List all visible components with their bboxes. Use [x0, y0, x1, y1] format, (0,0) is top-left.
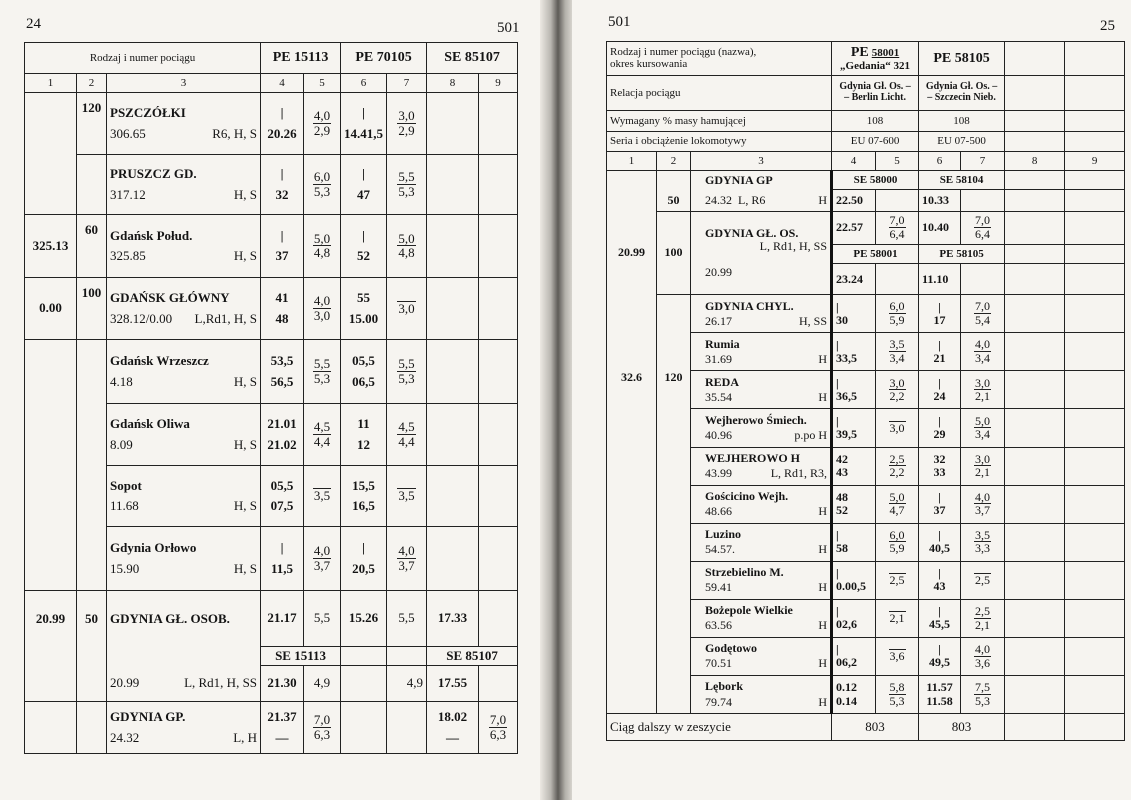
station-name: Gdańsk Wrzeszcz [110, 353, 209, 369]
speed-cell: 100 [77, 278, 107, 340]
run-fraction: $\frac{4,0}{3,0}$ [304, 278, 341, 340]
station-km: 43.99 [705, 466, 732, 481]
run-fraction: $\frac{7,0}{5,4}$ [961, 295, 1005, 333]
run-fraction: $\frac{5,5}{5,3}$ [387, 340, 427, 404]
station-cell [691, 371, 832, 409]
run-fraction: $\frac{3,0}{2,1}$ [961, 371, 1005, 409]
station-name: GDYNIA GP. [110, 709, 186, 725]
station-cell [107, 527, 261, 591]
station-km: 15.90 [110, 560, 140, 576]
column-number: 3 [691, 152, 832, 171]
run-fraction: 3,5 [387, 466, 427, 527]
station-attrs: L, Rd1, H, SS [759, 239, 828, 254]
time-cell: 11 12 [341, 404, 387, 466]
relation-1: Gdynia Gł. Os. – – Berlin Licht. [832, 75, 919, 110]
km-cell: 20.99 [25, 591, 77, 647]
station-name: Godętowo [705, 641, 757, 656]
station-km: 63.56 [705, 618, 732, 633]
station-attrs: H [818, 580, 828, 595]
station-km: 40.96 [705, 428, 732, 442]
time-cell: | 37 [261, 215, 304, 278]
time-cell: | 43 [919, 561, 961, 599]
loco-value: EU 07-500 [919, 131, 1005, 152]
column-number: 8 [427, 74, 479, 93]
station-name: GDYNIA GP [691, 170, 832, 190]
time-cell: 18.02 — [427, 702, 479, 754]
time-cell: 23.24 [832, 264, 876, 295]
run-fraction: $\frac{6,0}{5,3}$ [304, 155, 341, 215]
km-cell [25, 340, 77, 404]
station-attrs: L, H [233, 729, 258, 745]
run-fraction: $\frac{5,0}{4,8}$ [387, 215, 427, 278]
station-km: 11.68 [110, 498, 139, 513]
station-row [25, 278, 518, 340]
run-fraction: 2,5 [961, 561, 1005, 599]
time-cell: 15.26 [341, 591, 387, 647]
run-fraction: $\frac{4,0}{3,4}$ [961, 333, 1005, 371]
time-cell: | 17 [919, 295, 961, 333]
run-fraction: $\frac{4,0}{3,6}$ [961, 637, 1005, 675]
station-km: 26.17 [705, 313, 732, 328]
page-number: 25 [1100, 18, 1115, 34]
station-attrs: H, S [233, 498, 258, 513]
station-km: 4.18 [110, 373, 133, 389]
station-km: 79.74 [705, 694, 732, 709]
station-cell [107, 215, 261, 278]
run-fraction: $\frac{4,0}{3,7}$ [304, 527, 341, 591]
footer-value: 803 [919, 714, 1005, 741]
time-cell: 0.12 0.14 [832, 676, 876, 714]
station-name: PRUSZCZ GD. [110, 166, 197, 182]
time-cell: 10.33 [919, 190, 961, 212]
time-cell: | 20.26 [261, 93, 304, 155]
run-fraction: 3,0 [876, 409, 919, 447]
time-cell: | 21 [919, 333, 961, 371]
speed-cell: 120 [657, 295, 691, 714]
time-cell: | 14.41,5 [341, 93, 387, 155]
time-cell: 21.37 — [261, 702, 304, 754]
station-name: Gdańsk Oliwa [110, 416, 190, 432]
time-cell: | 20,5 [341, 527, 387, 591]
station-cell [107, 155, 261, 215]
time-cell: | 52 [341, 215, 387, 278]
station-cell [107, 702, 261, 754]
station-attrs: L, Rd1, R3, [770, 466, 828, 481]
station-km: 8.09 [110, 436, 133, 452]
station-name: Wejherowo Śmiech. [705, 412, 807, 427]
station-km: 70.51 [705, 656, 732, 671]
km-cell: 32.6 [607, 295, 657, 714]
station-attrs: H [818, 389, 828, 404]
time-cell: 22.57 [832, 211, 876, 244]
time-cell: 21.17 [261, 591, 304, 647]
loco-row [607, 131, 1125, 152]
time-cell: 48 52 [832, 485, 876, 523]
time-cell: | 37 [919, 485, 961, 523]
station-attrs: H, S [233, 248, 258, 263]
column-number: 7 [961, 152, 1005, 171]
time-cell: | 24 [919, 371, 961, 409]
km-cell: 325.13 [25, 215, 77, 278]
renumber-label: SE 58000 [832, 170, 919, 190]
column-number: 7 [387, 74, 427, 93]
time-cell: | 40,5 [919, 523, 961, 561]
station-attrs: H [818, 542, 828, 557]
station-position: 20.99 L, Rd1, H, SS [107, 666, 261, 702]
run-fraction: $\frac{3,5}{3,3}$ [961, 523, 1005, 561]
station-km: 59.41 [705, 580, 732, 595]
time-cell: | 30 [832, 295, 876, 333]
station-attrs: H [818, 656, 828, 671]
mass-label: Wymagany % masy hamującej [607, 110, 832, 131]
station-cell [691, 599, 832, 637]
time-cell: 11.10 [919, 264, 961, 295]
run-fraction: $\frac{3,0}{2,9}$ [387, 93, 427, 155]
station-cell [107, 278, 261, 340]
column-number: 2 [657, 152, 691, 171]
station-km: 20.99 [705, 264, 732, 279]
station-row [607, 190, 1125, 212]
run-fraction: $\frac{3,0}{2,2}$ [876, 371, 919, 409]
column-number-row [25, 74, 518, 93]
station-cell [691, 485, 832, 523]
station-attrs: H [818, 504, 828, 519]
station-km: 24.32 [110, 729, 140, 745]
time-cell: 11.57 11.58 [919, 676, 961, 714]
time-cell: | 36,5 [832, 371, 876, 409]
station-name: Lębork [705, 679, 744, 694]
column-number: 1 [25, 74, 77, 93]
run-fraction: $\frac{7,0}{6,3}$ [304, 702, 341, 754]
time-cell: | 29 [919, 409, 961, 447]
loco-label: Seria i obciążenie lokomotywy [607, 131, 832, 152]
run-fraction: $\frac{6,0}{5,9}$ [876, 295, 919, 333]
time-cell: | 0.00,5 [832, 561, 876, 599]
value-cell: 5,5 [387, 591, 427, 647]
station-attrs: L,Rd1, H, S [194, 310, 258, 326]
speed-cell [77, 466, 107, 527]
speed-cell: 120 [77, 93, 107, 155]
run-fraction: $\frac{5,0}{3,4}$ [961, 409, 1005, 447]
station-name: Rumia [705, 336, 740, 351]
station-cell [107, 466, 261, 527]
station-name: Gościcino Wejh. [705, 488, 789, 503]
station-cell [107, 404, 261, 466]
time-cell: 17.33 [427, 591, 479, 647]
run-fraction: $\frac{6,0}{5,9}$ [876, 523, 919, 561]
station-attrs: H, S [233, 186, 258, 202]
speed-cell [77, 340, 107, 404]
time-cell: | 49,5 [919, 637, 961, 675]
column-number: 4 [261, 74, 304, 93]
run-fraction: 2,5 [876, 561, 919, 599]
renumber-label: SE 15113 [261, 647, 341, 666]
footer-label: Ciąg dalszy w zeszycie [607, 714, 832, 741]
train-header-1: PE 15113 [261, 43, 341, 74]
column-number: 8 [1005, 152, 1065, 171]
column-number: 2 [77, 74, 107, 93]
station-name: Gdynia Orłowo [110, 540, 197, 556]
run-fraction: $\frac{2,5}{2,2}$ [876, 447, 919, 485]
time-cell: 22.50 [832, 190, 876, 212]
station-km: 325.85 [110, 248, 146, 263]
station-km: 306.65 [110, 125, 146, 141]
column-number: 4 [832, 152, 876, 171]
mass-value: 108 [919, 110, 1005, 131]
right-page [572, 0, 1131, 800]
station-name: GDYNIA CHYL. [705, 298, 794, 313]
station-cell [107, 340, 261, 404]
run-fraction: 3,5 [304, 466, 341, 527]
column-number: 3 [107, 74, 261, 93]
run-fraction: $\frac{5,0}{4,8}$ [304, 215, 341, 278]
station-km: 35.54 [705, 389, 732, 404]
time-cell: 05,5 06,5 [341, 340, 387, 404]
station-name: GDAŃSK GŁÓWNY [110, 290, 230, 306]
station-km: 328.12/0.00 [110, 310, 173, 326]
station-attrs: H [818, 618, 828, 633]
run-fraction: $\frac{4,5}{4,4}$ [304, 404, 341, 466]
run-fraction: 2,1 [876, 599, 919, 637]
column-number: 6 [341, 74, 387, 93]
loco-value: EU 07-600 [832, 131, 919, 152]
station-cell [691, 637, 832, 675]
station-km: 24.32 L, R6 H [691, 190, 832, 212]
station-cell [691, 295, 832, 333]
station-attrs: H, S [233, 560, 258, 576]
column-number: 1 [607, 152, 657, 171]
station-km: 54.57. [705, 542, 735, 557]
station-attrs: H, SS [799, 313, 828, 328]
station-row [25, 466, 518, 527]
column-number: 5 [876, 152, 919, 171]
mass-row [607, 110, 1125, 131]
header-row [25, 43, 518, 74]
run-fraction: $\frac{5,8}{5,3}$ [876, 676, 919, 714]
station-row [25, 215, 518, 278]
km-cell [25, 155, 77, 215]
page-number: 24 [26, 16, 41, 32]
run-fraction: $\frac{7,0}{6,4}$ [876, 211, 919, 244]
station-name: WEJHEROWO H [705, 450, 801, 465]
station-row [25, 666, 518, 702]
run-fraction: $\frac{4,5}{4,4}$ [387, 404, 427, 466]
station-attrs: H, S [233, 373, 258, 389]
station-name: PSZCZÓŁKI [110, 105, 186, 121]
run-fraction: $\frac{3,5}{3,4}$ [876, 333, 919, 371]
run-fraction: $\frac{5,5}{5,3}$ [387, 155, 427, 215]
run-fraction: $\frac{7,0}{6,3}$ [479, 702, 518, 754]
time-cell: | 33,5 [832, 333, 876, 371]
renumber-row [25, 647, 518, 666]
time-cell: 21.30 [261, 666, 304, 702]
footer-row [607, 714, 1125, 741]
time-cell: 05,5 07,5 [261, 466, 304, 527]
time-cell: 10.40 [919, 211, 961, 244]
run-fraction: $\frac{4,0}{2,9}$ [304, 93, 341, 155]
renumber-label: PE 58105 [919, 244, 1005, 264]
timetable-left [24, 42, 518, 754]
station-cell [691, 211, 832, 294]
time-cell: | 47 [341, 155, 387, 215]
run-fraction: $\frac{4,0}{3,7}$ [961, 485, 1005, 523]
column-number: 9 [1065, 152, 1125, 171]
train-header-1: PE 58001 „Gedania“ 321 [832, 42, 919, 76]
speed-cell: 60 [77, 215, 107, 278]
time-cell: 55 15.00 [341, 278, 387, 340]
station-name: REDA [705, 374, 740, 389]
station-km: 317.12 [110, 186, 146, 202]
time-cell: 41 48 [261, 278, 304, 340]
station-row [25, 527, 518, 591]
column-number: 5 [304, 74, 341, 93]
relation-label: Relacja pociągu [607, 75, 832, 110]
km-cell [25, 93, 77, 155]
train-header-3: SE 85107 [427, 43, 518, 74]
speed-cell [77, 155, 107, 215]
station-attrs: p.po H [794, 428, 828, 442]
station-km: 48.66 [705, 504, 732, 519]
mass-value: 108 [832, 110, 919, 131]
train-type-label: Rodzaj i numer pociągu (nazwa), okres kursowania [607, 42, 832, 76]
station-name: GDYNIA GŁ. OS. [705, 226, 799, 241]
value-cell: 4,9 [304, 666, 341, 702]
station-cell [691, 561, 832, 599]
line-number: 501 [497, 20, 520, 36]
speed-cell [77, 527, 107, 591]
km-cell: 0.00 [25, 278, 77, 340]
station-row [607, 211, 1125, 244]
time-cell: | 06,2 [832, 637, 876, 675]
km-cell [25, 527, 77, 591]
time-cell: | 32 [261, 155, 304, 215]
column-number-row [607, 152, 1125, 171]
km-cell: 20.99 [607, 211, 657, 294]
station-name: Strzebielino M. [705, 565, 784, 580]
speed-cell: 50 [657, 190, 691, 212]
time-cell: | 39,5 [832, 409, 876, 447]
footer-value: 803 [832, 714, 919, 741]
train-type-label: Rodzaj i numer pociągu [25, 43, 261, 74]
time-cell: 32 33 [919, 447, 961, 485]
station-cell [691, 676, 832, 714]
time-cell: 15,5 16,5 [341, 466, 387, 527]
header-row [607, 42, 1125, 76]
speed-cell: 50 [77, 591, 107, 647]
run-fraction: $\frac{5,5}{5,3}$ [304, 340, 341, 404]
station-row [25, 404, 518, 466]
run-fraction: $\frac{5,0}{4,7}$ [876, 485, 919, 523]
station-attrs: H [818, 694, 828, 709]
book-gutter [540, 0, 576, 800]
km-cell [25, 466, 77, 527]
time-cell: | 02,6 [832, 599, 876, 637]
station-attrs: H, S [233, 436, 258, 452]
run-fraction: 3,6 [876, 637, 919, 675]
station-row [25, 591, 518, 647]
run-fraction: $\frac{2,5}{2,1}$ [961, 599, 1005, 637]
station-name: Gdańsk Połud. [110, 227, 193, 243]
timetable-right [606, 41, 1125, 741]
station-cell [691, 523, 832, 561]
column-number: 6 [919, 152, 961, 171]
station-km: 31.69 [705, 351, 732, 366]
value-cell: 4,9 [387, 666, 427, 702]
station-row [25, 93, 518, 155]
station-row [25, 340, 518, 404]
time-cell: 42 43 [832, 447, 876, 485]
column-number: 9 [479, 74, 518, 93]
speed-cell [77, 404, 107, 466]
km-cell [25, 404, 77, 466]
value-cell: 5,5 [304, 591, 341, 647]
station-name: Sopot [110, 477, 142, 493]
station-attrs: R6, H, S [212, 125, 258, 141]
line-number: 501 [608, 14, 631, 30]
renumber-label: SE 85107 [427, 647, 518, 666]
time-cell: 21.01 21.02 [261, 404, 304, 466]
time-cell: | 11,5 [261, 527, 304, 591]
renumber-label: PE 58001 [832, 244, 919, 264]
station-cell [691, 409, 832, 447]
run-fraction: $\frac{4,0}{3,7}$ [387, 527, 427, 591]
station-row [607, 170, 1125, 190]
left-page [0, 0, 548, 800]
station-cell [691, 447, 832, 485]
relation-row [607, 75, 1125, 110]
run-fraction: $\frac{7,5}{5,3}$ [961, 676, 1005, 714]
relation-2: Gdynia Gł. Os. – – Szczecin Nieb. [919, 75, 1005, 110]
station-row [25, 702, 518, 754]
train-header-2: PE 58105 [919, 42, 1005, 76]
station-attrs: H [818, 351, 828, 366]
time-cell: | 45,5 [919, 599, 961, 637]
station-name: Bożepole Wielkie [705, 603, 793, 618]
station-name: GDYNIA GŁ. OSOB. [107, 591, 261, 647]
station-row [25, 155, 518, 215]
run-fraction: $\frac{3,0}{2,1}$ [961, 447, 1005, 485]
run-fraction: $\frac{7,0}{6,4}$ [961, 211, 1005, 244]
station-row [607, 295, 1125, 333]
renumber-label: SE 58104 [919, 170, 1005, 190]
run-fraction: 3,0 [387, 278, 427, 340]
speed-cell: 100 [657, 211, 691, 294]
station-name: Luzino [705, 527, 742, 542]
station-cell [107, 93, 261, 155]
station-cell [691, 333, 832, 371]
time-cell: 17.55 [427, 666, 479, 702]
time-cell: 53,5 56,5 [261, 340, 304, 404]
time-cell: | 58 [832, 523, 876, 561]
train-header-2: PE 70105 [341, 43, 427, 74]
